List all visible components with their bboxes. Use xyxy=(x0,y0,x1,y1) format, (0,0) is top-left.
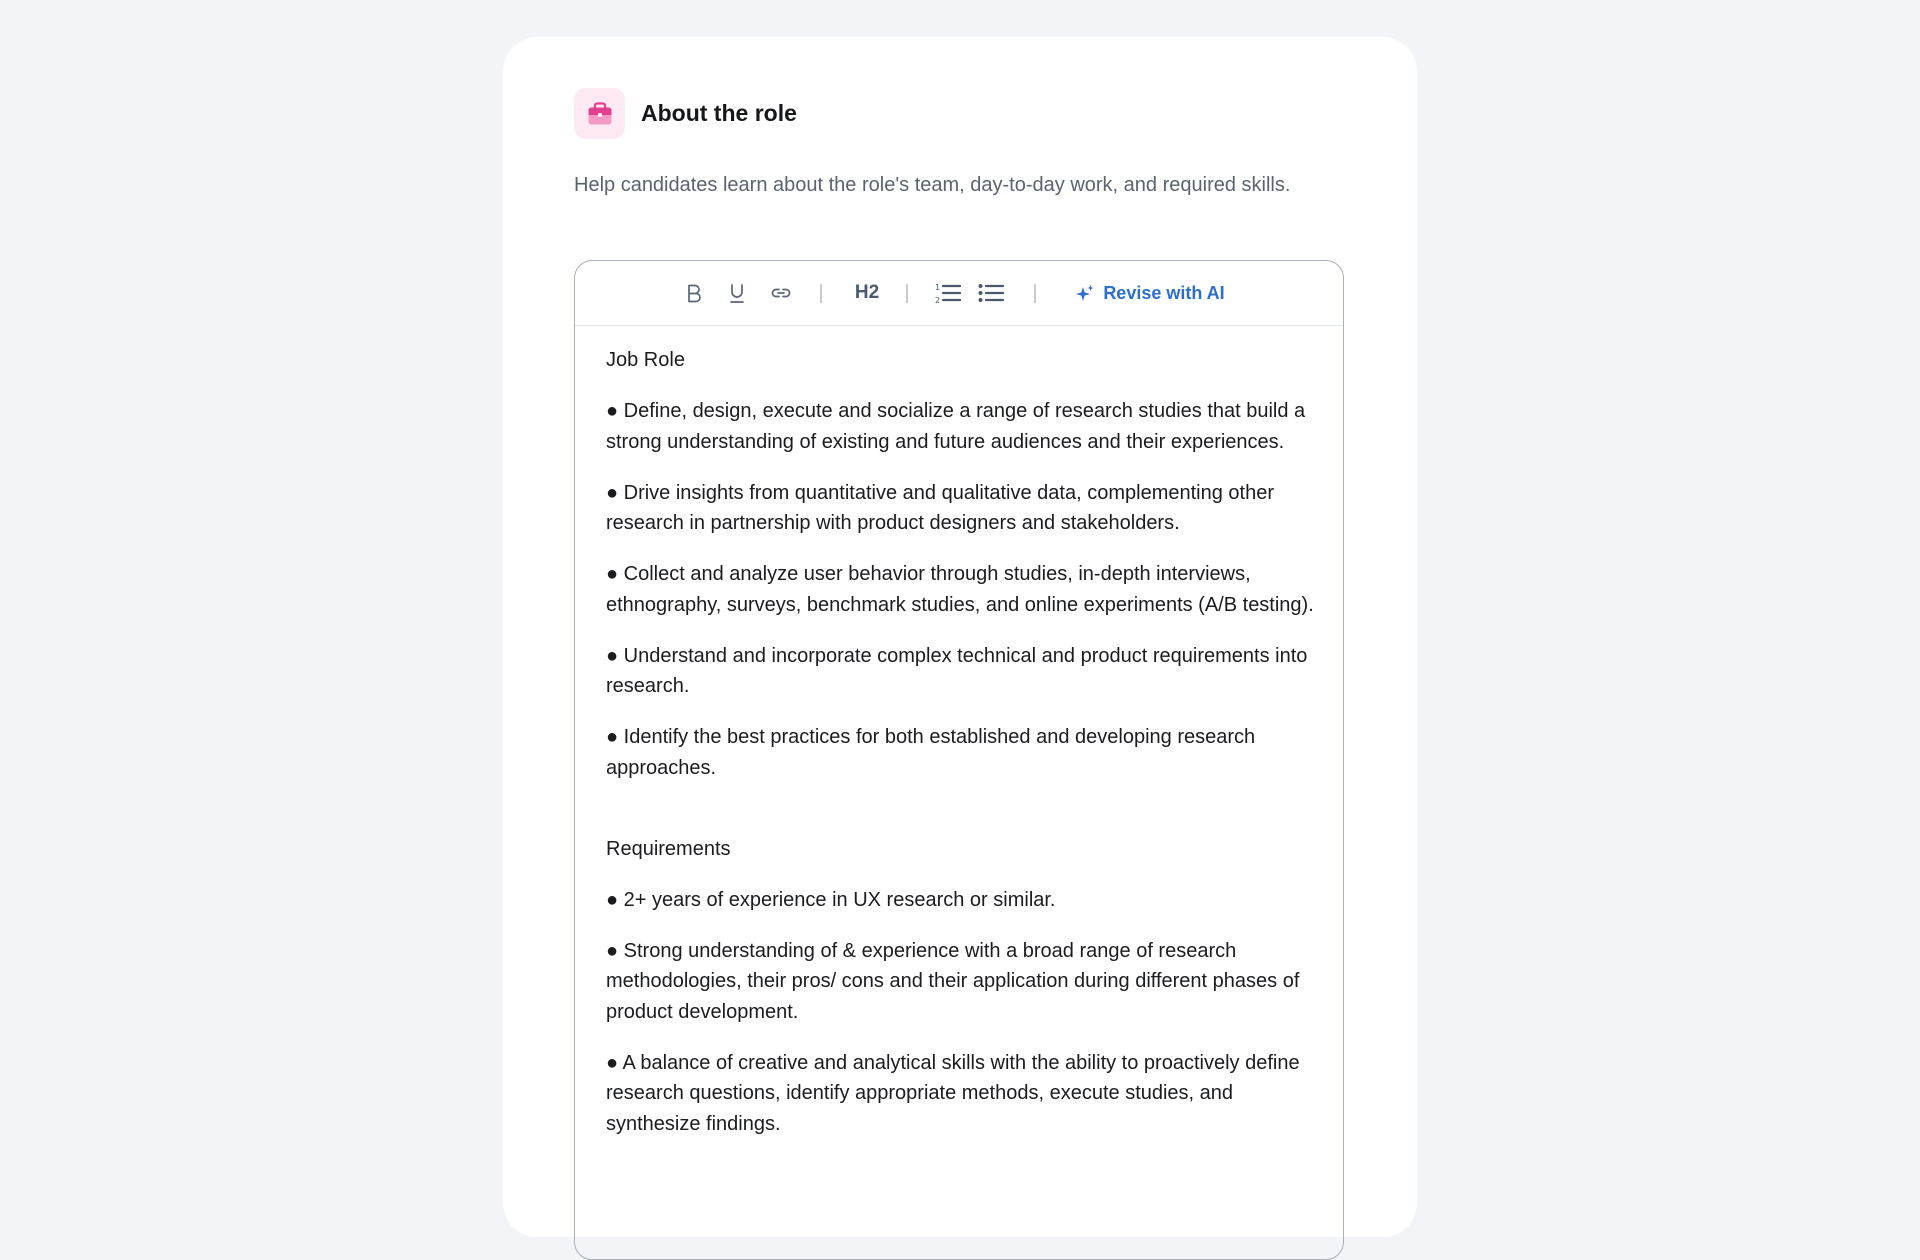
list-item: ● A balance of creative and analytical skills with the ability to proactively define research questions, identify appropriate methods, execute studies, and synthesize findings. xyxy=(606,1051,1300,1135)
about-role-card xyxy=(503,37,1417,1237)
list-item: ● Drive insights from quantitative and qualitative data, complementing other research in partnership with product designers and stakeholders. xyxy=(606,481,1274,534)
editor-toolbar xyxy=(575,261,1343,326)
revise-with-ai-button[interactable] xyxy=(1070,261,1230,325)
link-icon xyxy=(770,286,792,300)
list-item: ● Identify the best practices for both established and developing research approaches. xyxy=(606,726,1256,779)
svg-text:2: 2 xyxy=(935,296,941,304)
editor-content[interactable] xyxy=(606,345,1316,1160)
job-role-heading: Job Role xyxy=(606,349,685,371)
underline-button[interactable] xyxy=(722,261,752,325)
bold-icon xyxy=(685,283,703,303)
link-button[interactable] xyxy=(765,261,797,325)
toolbar-divider xyxy=(906,284,908,303)
underline-icon xyxy=(728,283,746,304)
toolbar-divider xyxy=(820,284,822,303)
list-item: ● 2+ years of experience in UX research or similar. xyxy=(606,888,1056,911)
list-item: ● Define, design, execute and socialize a range of research studies that build a strong understanding of existing and future audiences and their experiences. xyxy=(606,400,1306,453)
list-item: ● Collect and analyze user behavior through studies, in-depth interviews, ethnography, surveys, benchmark studies, and online experiments (A/B testing). xyxy=(606,563,1314,616)
section-description: Help candidates learn about the role's team, day-to-day work, and required skills. xyxy=(574,174,1291,196)
section-title: About the role xyxy=(641,100,797,126)
requirements-heading: Requirements xyxy=(606,837,731,860)
svg-text:1: 1 xyxy=(935,283,941,292)
heading-label: H2 xyxy=(854,282,880,303)
list-item: ● Understand and incorporate complex technical and product requirements into research. xyxy=(606,644,1308,697)
list-item: ● Strong understanding of & experience with a broad range of research methodologies, their pros/ cons and their application during different phases of product development. xyxy=(606,939,1300,1023)
section-header xyxy=(574,88,797,139)
heading-button[interactable] xyxy=(847,261,887,325)
ordered-list-icon xyxy=(935,282,961,304)
blank-line xyxy=(606,804,1316,834)
bold-button[interactable] xyxy=(679,261,709,325)
bullet-list-icon xyxy=(978,283,1004,303)
sparkle-icon xyxy=(1075,284,1095,302)
ordered-list-button[interactable] xyxy=(932,261,964,325)
briefcase-icon xyxy=(574,88,625,139)
revise-with-ai-label: Revise with AI xyxy=(1103,282,1225,303)
rich-text-editor[interactable] xyxy=(574,260,1344,1260)
toolbar-divider xyxy=(1034,284,1036,303)
bullet-list-button[interactable] xyxy=(975,261,1007,325)
